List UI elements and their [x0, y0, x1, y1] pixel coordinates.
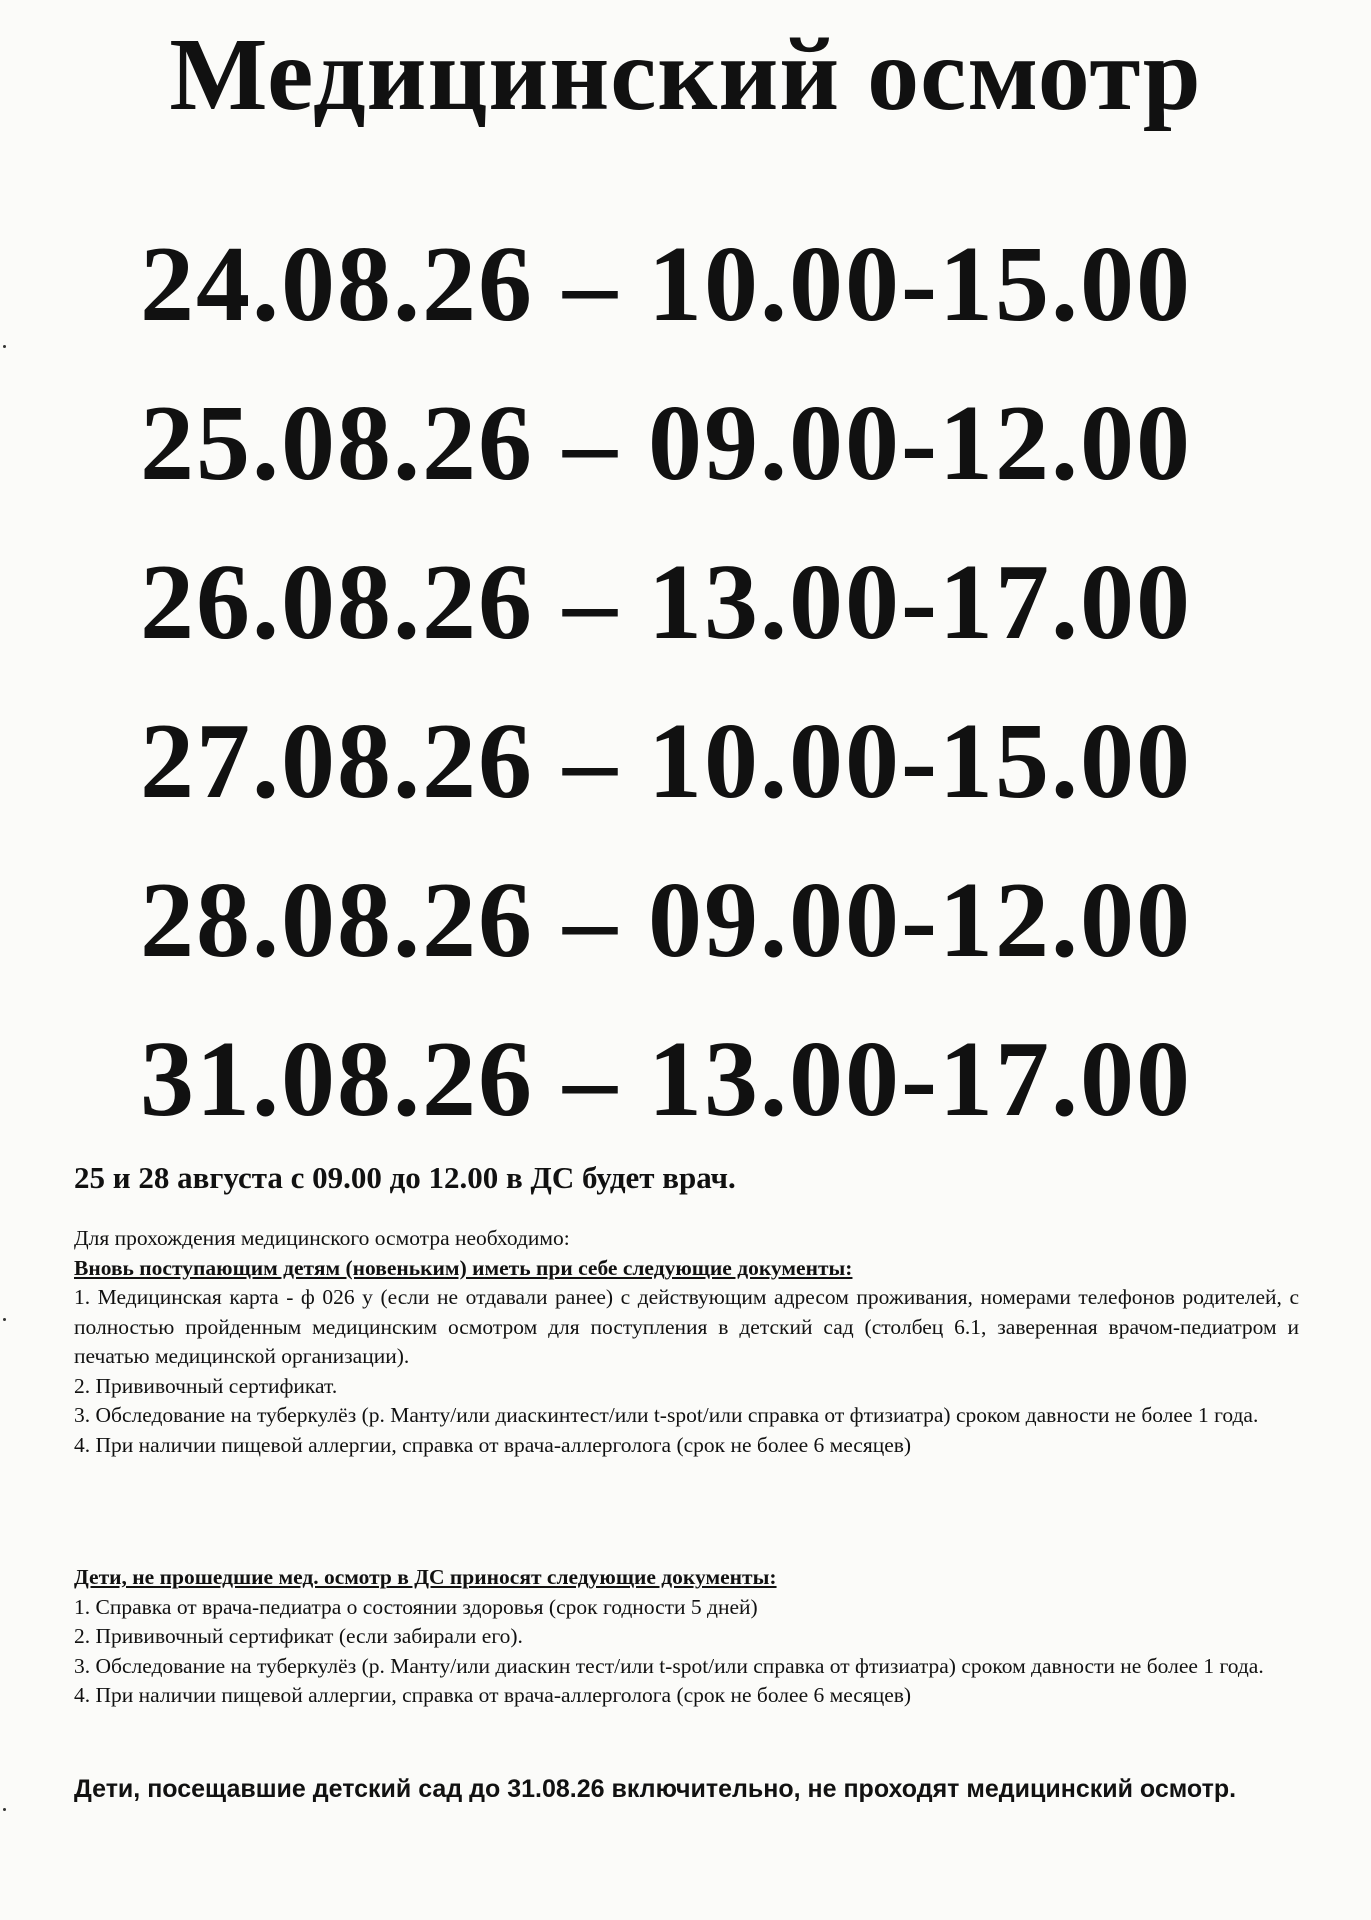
schedule-dash: –: [563, 702, 619, 821]
requirement-item: 2. Прививочный сертификат (если забирали его).: [74, 1624, 523, 1648]
schedule-date: 26.08.26: [140, 543, 534, 662]
requirement-item: 1. Справка от врача-педиатра о состоянии здоровья (срок годности 5 дней): [74, 1594, 758, 1619]
schedule-dash: –: [563, 861, 619, 980]
schedule-date: 31.08.26: [140, 1020, 534, 1139]
section-intro: Для прохождения медицинского осмотра необходимо:: [74, 1226, 570, 1250]
schedule-row: [140, 364, 1260, 523]
requirement-item: 3. Обследование на туберкулёз (р. Манту/или диаскин тест/или t-spot/или справка от фтизиатра) сроком давности не более 1 года.: [74, 1653, 1264, 1678]
page-title: Медицинский осмотр: [169, 17, 1202, 132]
section-heading: Вновь поступающим детям (новеньким) иметь при себе следующие документы:: [74, 1255, 853, 1280]
schedule-row: [140, 523, 1260, 682]
schedule-date: 28.08.26: [140, 861, 534, 980]
final-note: Дети, посещавшие детский сад до 31.08.26 включительно, не проходят медицинский осмотр.: [74, 1775, 1237, 1803]
schedule-time: 13.00-17.00: [648, 543, 1192, 662]
requirement-item: 1. Медицинская карта - ф 026 у (если не отдавали ранее) с действующим адресом проживания, номерами телефонов родителей, с полностью пройденным медицинским осмотром для поступления в детский сад (столбец 6.1, заверенная врачом-педиатром и печатью медицинской организации).: [74, 1285, 1299, 1368]
scan-speck: [3, 1808, 6, 1811]
schedule-time: 10.00-15.00: [648, 702, 1192, 821]
schedule-date: 27.08.26: [140, 702, 534, 821]
scan-speck: [3, 1318, 6, 1321]
doctor-note: 25 и 28 августа с 09.00 до 12.00 в ДС будет врач.: [74, 1160, 736, 1195]
schedule-dash: –: [563, 384, 619, 503]
schedule-row: [140, 1000, 1260, 1159]
schedule-dash: –: [563, 225, 619, 344]
requirement-item: 3. Обследование на туберкулёз (р. Манту/или диаскинтест/или t-spot/или справка от фтизиатра) сроком давности не более 1 года.: [74, 1403, 1259, 1427]
schedule-row: [140, 205, 1260, 364]
section-heading: Дети, не прошедшие мед. осмотр в ДС приносят следующие документы:: [74, 1565, 777, 1589]
schedule-time: 10.00-15.00: [648, 225, 1192, 344]
requirement-item: 4. При наличии пищевой аллергии, справка от врача-аллерголога (срок не более 6 месяцев): [74, 1432, 912, 1457]
scan-speck: [3, 345, 6, 348]
schedule-list: [140, 205, 1260, 1159]
schedule-time: 09.00-12.00: [648, 861, 1192, 980]
missed-exam-section: [74, 1563, 1299, 1711]
requirement-item: 2. Прививочный сертификат.: [74, 1373, 338, 1398]
requirement-item: 4. При наличии пищевой аллергии, справка от врача-аллерголога (срок не более 6 месяцев): [74, 1683, 912, 1707]
schedule-date: 25.08.26: [140, 384, 534, 503]
schedule-date: 24.08.26: [140, 225, 534, 344]
schedule-dash: –: [563, 543, 619, 662]
schedule-row: [140, 682, 1260, 841]
schedule-dash: –: [563, 1020, 619, 1139]
schedule-time: 09.00-12.00: [648, 384, 1192, 503]
schedule-row: [140, 841, 1260, 1000]
schedule-time: 13.00-17.00: [648, 1020, 1192, 1139]
new-children-section: [74, 1224, 1299, 1460]
